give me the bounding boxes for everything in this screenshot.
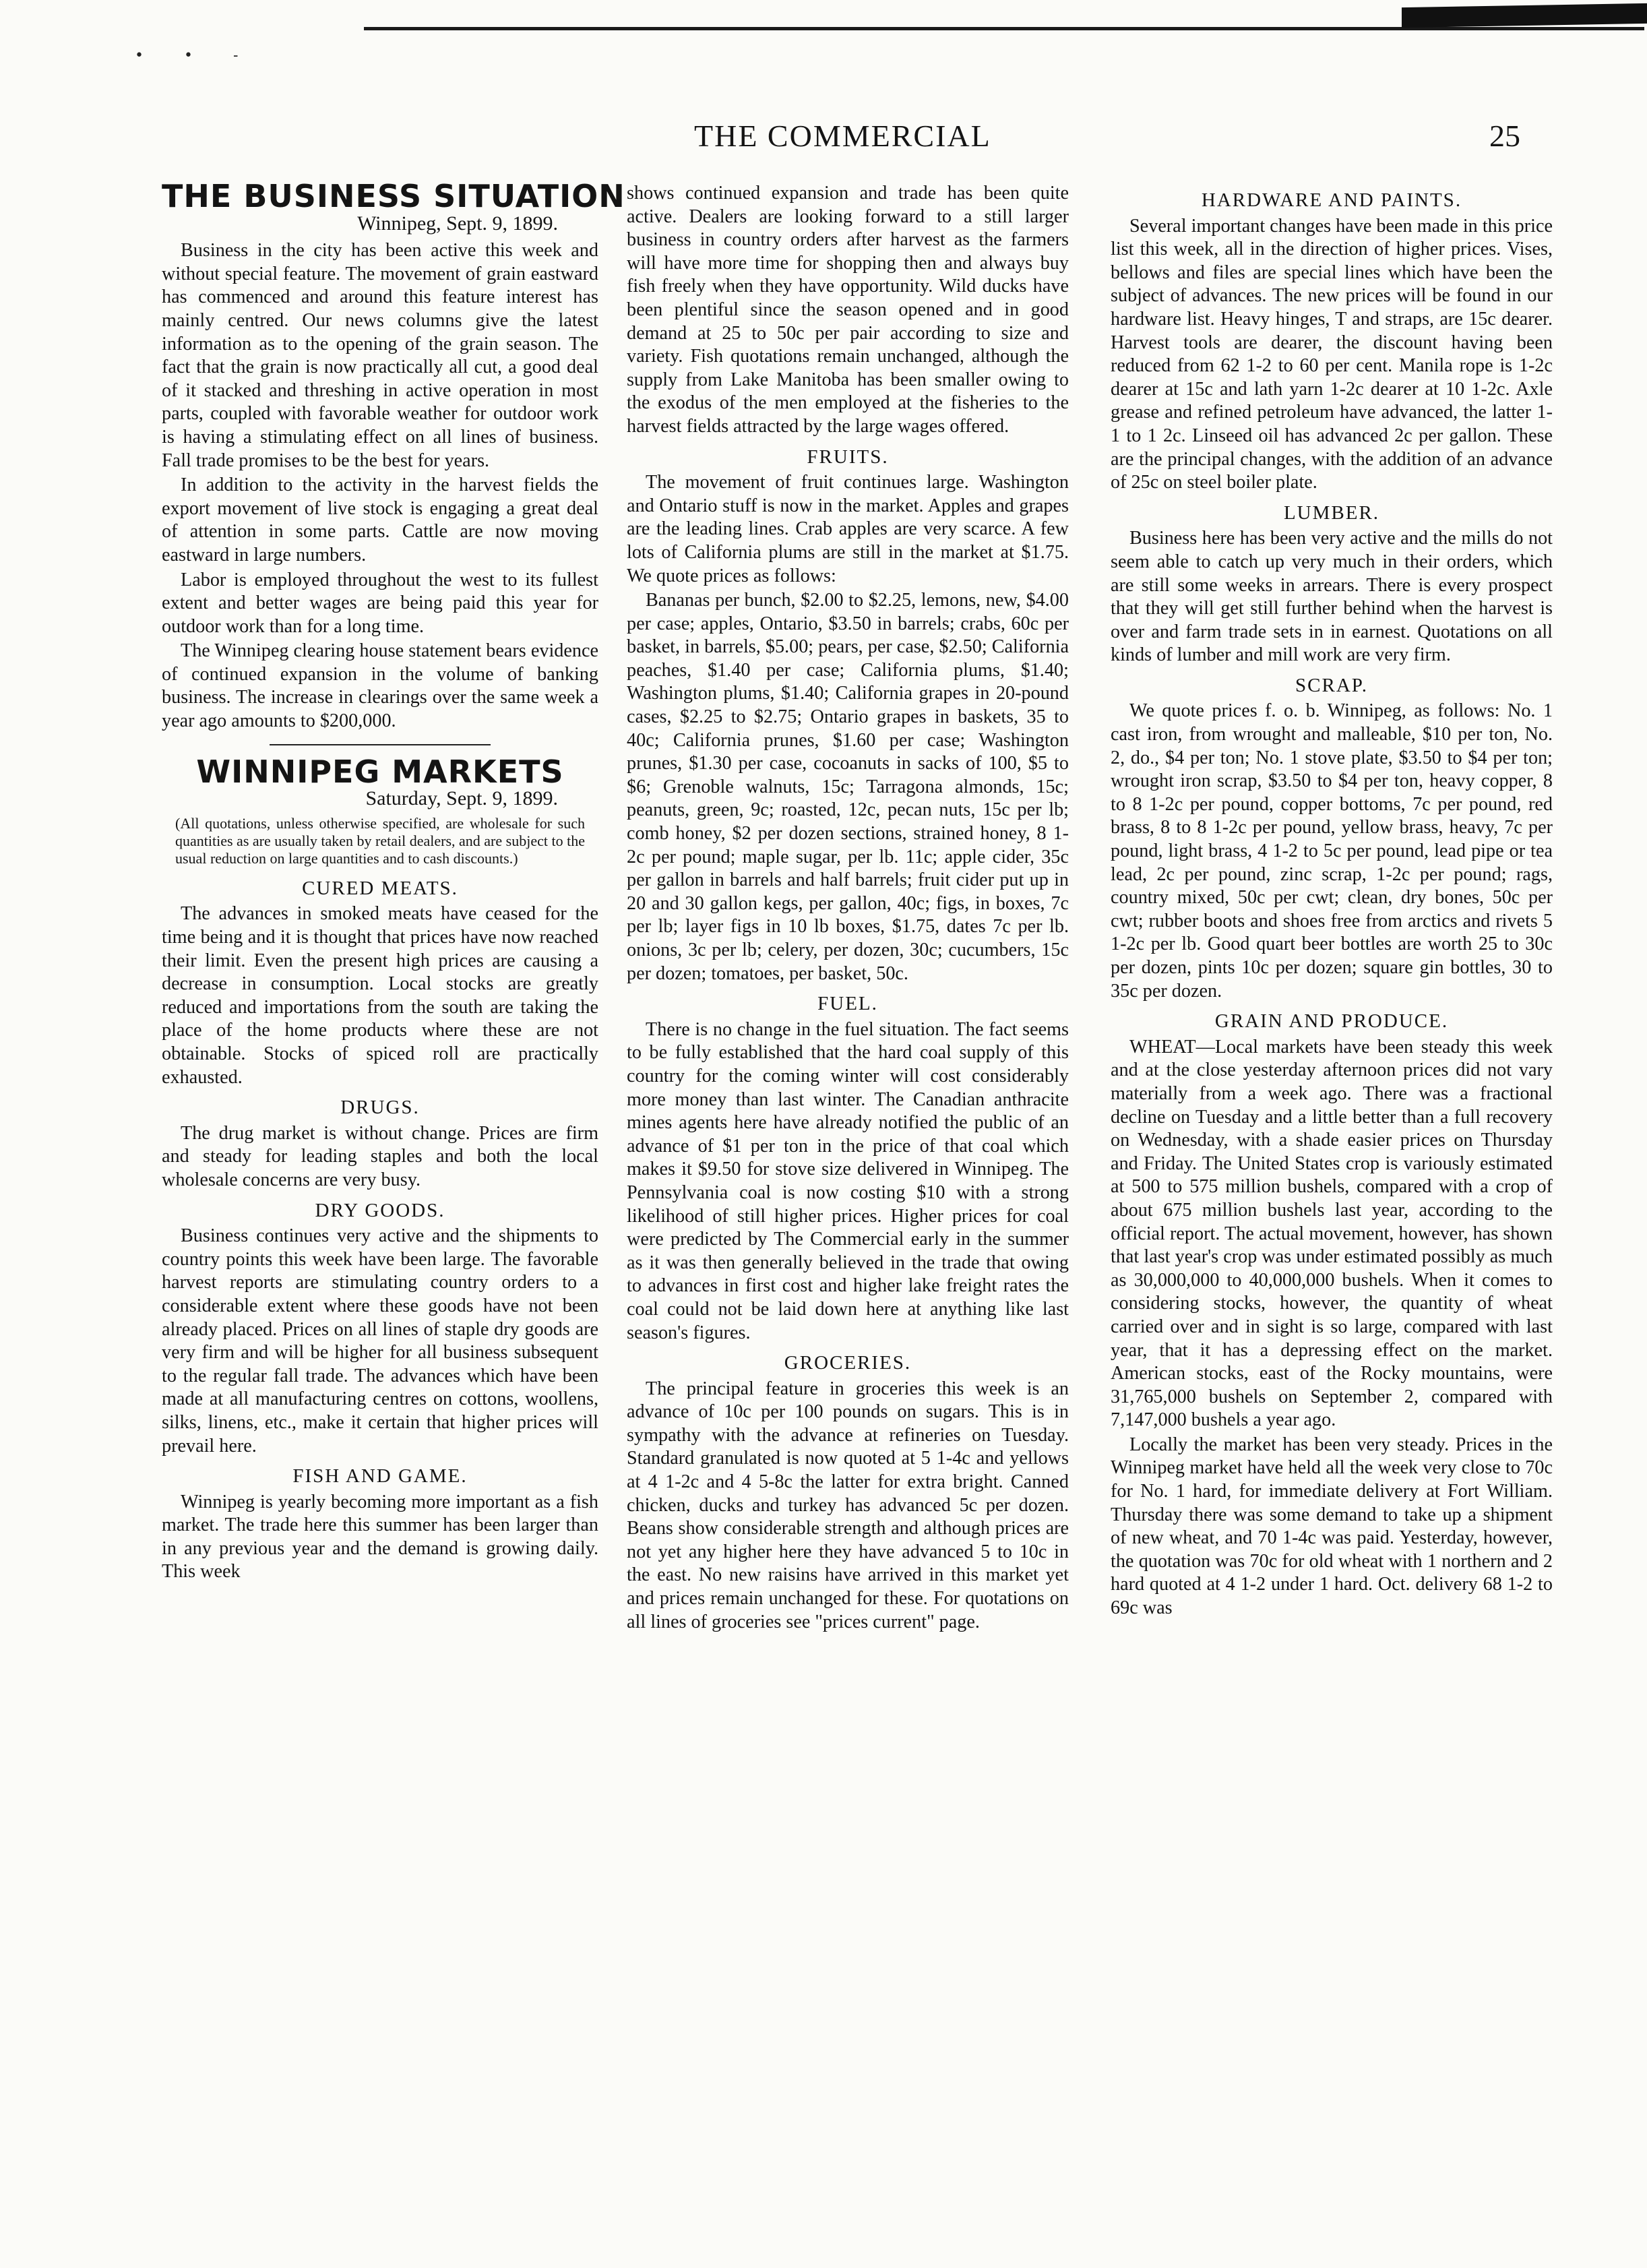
page-header	[0, 118, 1647, 165]
section-divider	[270, 744, 491, 745]
grain-paragraph: WHEAT—Local markets have been steady this week and at the close yesterday afternoon prices did not vary materially from a week ago. There was a fractional decline on Tuesday and a little better than a full recovery on Wednesday, with a shade easier prices on Thursday and Friday. The United States crop is variously estimated at 500 to 575 million bushels, compared with a crop of about 675 million bushels last year, according to the official report. The actual movement, however, has shown that last year's crop was under estimated possibly as much as 30,000,000 to 40,000,000 bushels. When it comes to considering stocks, however, the quantity of wheat carried over and in sight is so large, compared with last year, that it has a depressing effect on the market. American stocks, east of the Rocky mountains, were 31,765,000 bushels on September 2, compared with 7,147,000 bushels a year ago.	[1111, 1036, 1553, 1431]
column-1	[162, 178, 625, 1585]
fruits-heading: FRUITS.	[807, 446, 889, 468]
cured-meats-text: The advances in smoked meats have ceased for the time being and it is thought that prices have now reached their limit. Even the present high prices are causing a decrease in consumption. Local stocks are greatly reduced and importations from the south are taking the place of the home products where these are not obtainable. Stocks of spiced roll are practically exhausted.	[162, 903, 598, 1088]
fish-game-heading: FISH AND GAME.	[292, 1465, 468, 1488]
fruits-prices: Bananas per bunch, $2.00 to $2.25, lemons, new, $4.00 per case; apples, Ontario, $3.50 in barrels; crabs, 60c per basket, in barrels, $5.00; pears, per case, $2.50; California peaches, $1.40 per case; California plums, $1.40; Washington plums, $1.40; California grapes in 20-pound cases, $2.25 to $2.75; Ontario grapes in baskets, 35 to 40c; California prunes, $1.60 per case; Washington prunes, $1.30 per case, cocoanuts in sacks of 100, $5 to $6; Grenoble walnuts, 15c; Tarragona almonds, 15c; peanuts, green, 9c; roasted, 12c, pecan nuts, 15c per lb; comb honey, $2 per dozen sections, strained honey, 8 1-2c per pound; maple sugar, per lb. 11c; apple cider, 35c per gallon in barrels and half barrels; fruit cider put up in 20 and 30 gallon kegs, per gallon, 40c; figs, in boxes, 7c per lb; layer figs in 10 lb boxes, $1.75, dates 7c per lb. onions, 3c per lb; celery, per dozen, 30c; cucumbers, 15c per dozen; tomatoes, per basket, 50c.	[627, 590, 1069, 984]
dry-goods-text: Business continues very active and the shipments to country points this week have been large. The favorable harvest reports are stimulating country orders to a considerable extent where these goods have not been already placed. Prices on all lines of staple dry goods are very firm and will be higher for all business subsequent to the regular fall trade. The advances which have been made at all manufacturing centres on cottons, woollens, silks, linens, etc., make it certain that higher prices will prevail here.	[162, 1225, 598, 1457]
fuel-heading: FUEL.	[817, 993, 878, 1015]
business-situation-heading: THE BUSINESS SITUATION	[162, 178, 625, 214]
grain-heading: GRAIN AND PRODUCE.	[1214, 1010, 1449, 1033]
cured-meats-heading: CURED MEATS.	[302, 877, 458, 899]
hardware-heading: HARDWARE AND PAINTS.	[1201, 189, 1462, 211]
print-marks: ••-	[135, 47, 279, 64]
business-paragraph: The Winnipeg clearing house statement bears evidence of continued expansion in the volume of banking business. The increase in clearings over the same week a year ago amounts to $200,000.	[162, 640, 598, 732]
scrap-heading: SCRAP.	[1295, 674, 1368, 696]
winnipeg-markets-heading: WINNIPEG MARKETS	[196, 753, 564, 790]
top-rule	[364, 27, 1644, 30]
column-3	[1111, 182, 1553, 1622]
business-paragraph: In addition to the activity in the harvest fields the export movement of live stock is engaging a great deal of attention in some parts. Cattle are now moving eastward in large numbers.	[162, 474, 598, 565]
fuel-text: There is no change in the fuel situation. The fact seems to be fully established that the hard coal supply of this country for the coming winter will cost considerably more money than last winter. The Canadian anthracite mines agents here have already notified the public of an advance of $1 per ton in the price of that coal which makes it $9.50 for stove size delivered in Winnipeg. The Pennsylvania coal is now costing $10 with a strong likelihood of still higher prices. Higher prices for coal were predicted by The Commercial early in the summer as it was then generally believed in the trade that owing to advances in first cost and higher lake freight rates the coal could not be laid down here at anything like last season's figures.	[627, 1018, 1069, 1343]
page-number: 25	[1489, 119, 1520, 153]
quotations-note: (All quotations, unless otherwise specified, are wholesale for such quantities as are usually taken by retail dealers, and are subject to the usual reduction on large quantities and to cash discounts.)	[175, 814, 585, 867]
fish-game-text: Winnipeg is yearly becoming more important as a fish market. The trade here this summer has been larger than in any previous year and the demand is growing daily. This week	[162, 1491, 598, 1583]
grain-paragraph: Locally the market has been very steady. Prices in the Winnipeg market have held all the week very close to 70c for No. 1 hard, for immediate delivery at Fort William. Thursday there was some demand to take up a shipment of new wheat, and 70 1-4c was paid. Yesterday, however, the quotation was 70c for old wheat with 1 northern and 2 hard quoted at 4 1-2 under 1 hard. Oct. delivery 68 1-2 to 69c was	[1111, 1434, 1553, 1619]
lumber-heading: LUMBER.	[1283, 501, 1380, 524]
publication-title: THE COMMERCIAL	[694, 119, 991, 153]
groceries-text: The principal feature in groceries this week is an advance of 10c per 100 pounds on sugars. This is in sympathy with the advance at refineries on Tuesday. Standard granulated is now quoted at 5 1-4c and yellows at 4 1-2c and 4 5-8c the latter for extra bright. Canned chicken, ducks and turkey has advanced 5c per dozen. Beans show considerable strength and although prices are not yet any higher here they have advanced 5 to 10c in the east. No new raisins have arrived in this market yet and prices remain unchanged for these. For quotations on all lines of groceries see "prices current" page.	[627, 1378, 1069, 1632]
business-paragraph: Labor is employed throughout the west to its fullest extent and better wages are being paid this year for outdoor work than for a long time.	[162, 569, 598, 637]
hardware-text: Several important changes have been made in this price list this week, all in the direction of higher prices. Vises, bellows and files are special lines which have been the subject of advances. The new prices will be found in our hardware list. Heavy hinges, T and straps, are 15c dearer. Harvest tools are dearer, the discount having been reduced from 62 1-2 to 60 per cent. Manila rope is 1-2c dearer at 15c and lath yarn 1-2c dearer at 10 1-2c. Axle grease and refined petroleum have advanced, the latter 1-1 to 1 2c. Linseed oil has advanced 2c per gallon. These are the principal changes, with the addition of an advance of 25c on steel boiler plate.	[1111, 215, 1553, 493]
dry-goods-heading: DRY GOODS.	[315, 1199, 445, 1221]
scrap-text: We quote prices f. o. b. Winnipeg, as follows: No. 1 cast iron, from wrought and malleable, $10 per ton, No. 2, do., $4 per ton; No. 1 stove plate, $3.50 to $4 per ton; wrought iron scrap, $3.50 to $4 per ton, heavy copper, 8 to 8 1-2c per pound, copper bottoms, 7c per pound, red brass, 8 to 8 1-2c per pound, yellow brass, heavy, 7c per pound, light brass, 4 1-2 to 5c per pound, lead pipe or tea lead, 2c per pound, zinc scrap, 1-2c per pound; rags, country mixed, 50c per cwt; clean, dry bones, 50c per cwt; rubber boots and shoes free from arctics and rivets 5 1-2c per lb. Good quart beer bottles are worth 25 to 30c per dozen, pints 10c per dozen; square gin bottles, 30 to 35c per dozen.	[1111, 700, 1553, 1002]
groceries-heading: GROCERIES.	[784, 1352, 912, 1374]
business-paragraph: Business in the city has been active this week and without special feature. The movement of grain eastward has commenced and around this feature interest has mainly centred. Our news columns give the latest information as to the opening of the grain season. The fact that the grain is now practically all cut, a good deal of it stacked and threshing in active operation in most parts, coupled with favorable weather for outdoor work is having a stimulating effect on all lines of business. Fall trade promises to be the best for years.	[162, 240, 598, 471]
business-situation-dateline: Winnipeg, Sept. 9, 1899.	[357, 212, 558, 235]
lumber-text: Business here has been very active and the mills do not seem able to catch up very much in their orders, which are still some weeks in arrears. There is every prospect that they will get still further behind when the harvest is over and farm trade sets in in earnest. Quotations on all kinds of lumber and mill work are very firm.	[1111, 528, 1553, 666]
drugs-heading: DRUGS.	[340, 1097, 420, 1119]
drugs-text: The drug market is without change. Prices are firm and steady for leading staples and both the local wholesale concerns are very busy.	[162, 1122, 598, 1190]
fish-game-continued: shows continued expansion and trade has been quite active. Dealers are looking forward to a still larger business in country orders after harvest as the farmers will have more time for shopping then and always buy fish freely when they have opportunity. Wild ducks have been plentiful since the season opened and in good demand at 25 to 50c per pair according to size and variety. Fish quotations remain unchanged, although the supply from Lake Manitoba has been smaller owing to the exodus of the men employed at the fisheries to the harvest fields attracted by the large wages offered.	[627, 183, 1069, 437]
fruits-text: The movement of fruit continues large. Washington and Ontario stuff is now in the market. Apples and grapes are the leading lines. Crab apples are very scarce. A few lots of California plums are still in the market at $1.75. We quote prices as follows:	[627, 472, 1069, 586]
top-rule-heavy	[1402, 3, 1647, 28]
winnipeg-markets-dateline: Saturday, Sept. 9, 1899.	[365, 787, 558, 810]
column-2	[627, 182, 1069, 1635]
